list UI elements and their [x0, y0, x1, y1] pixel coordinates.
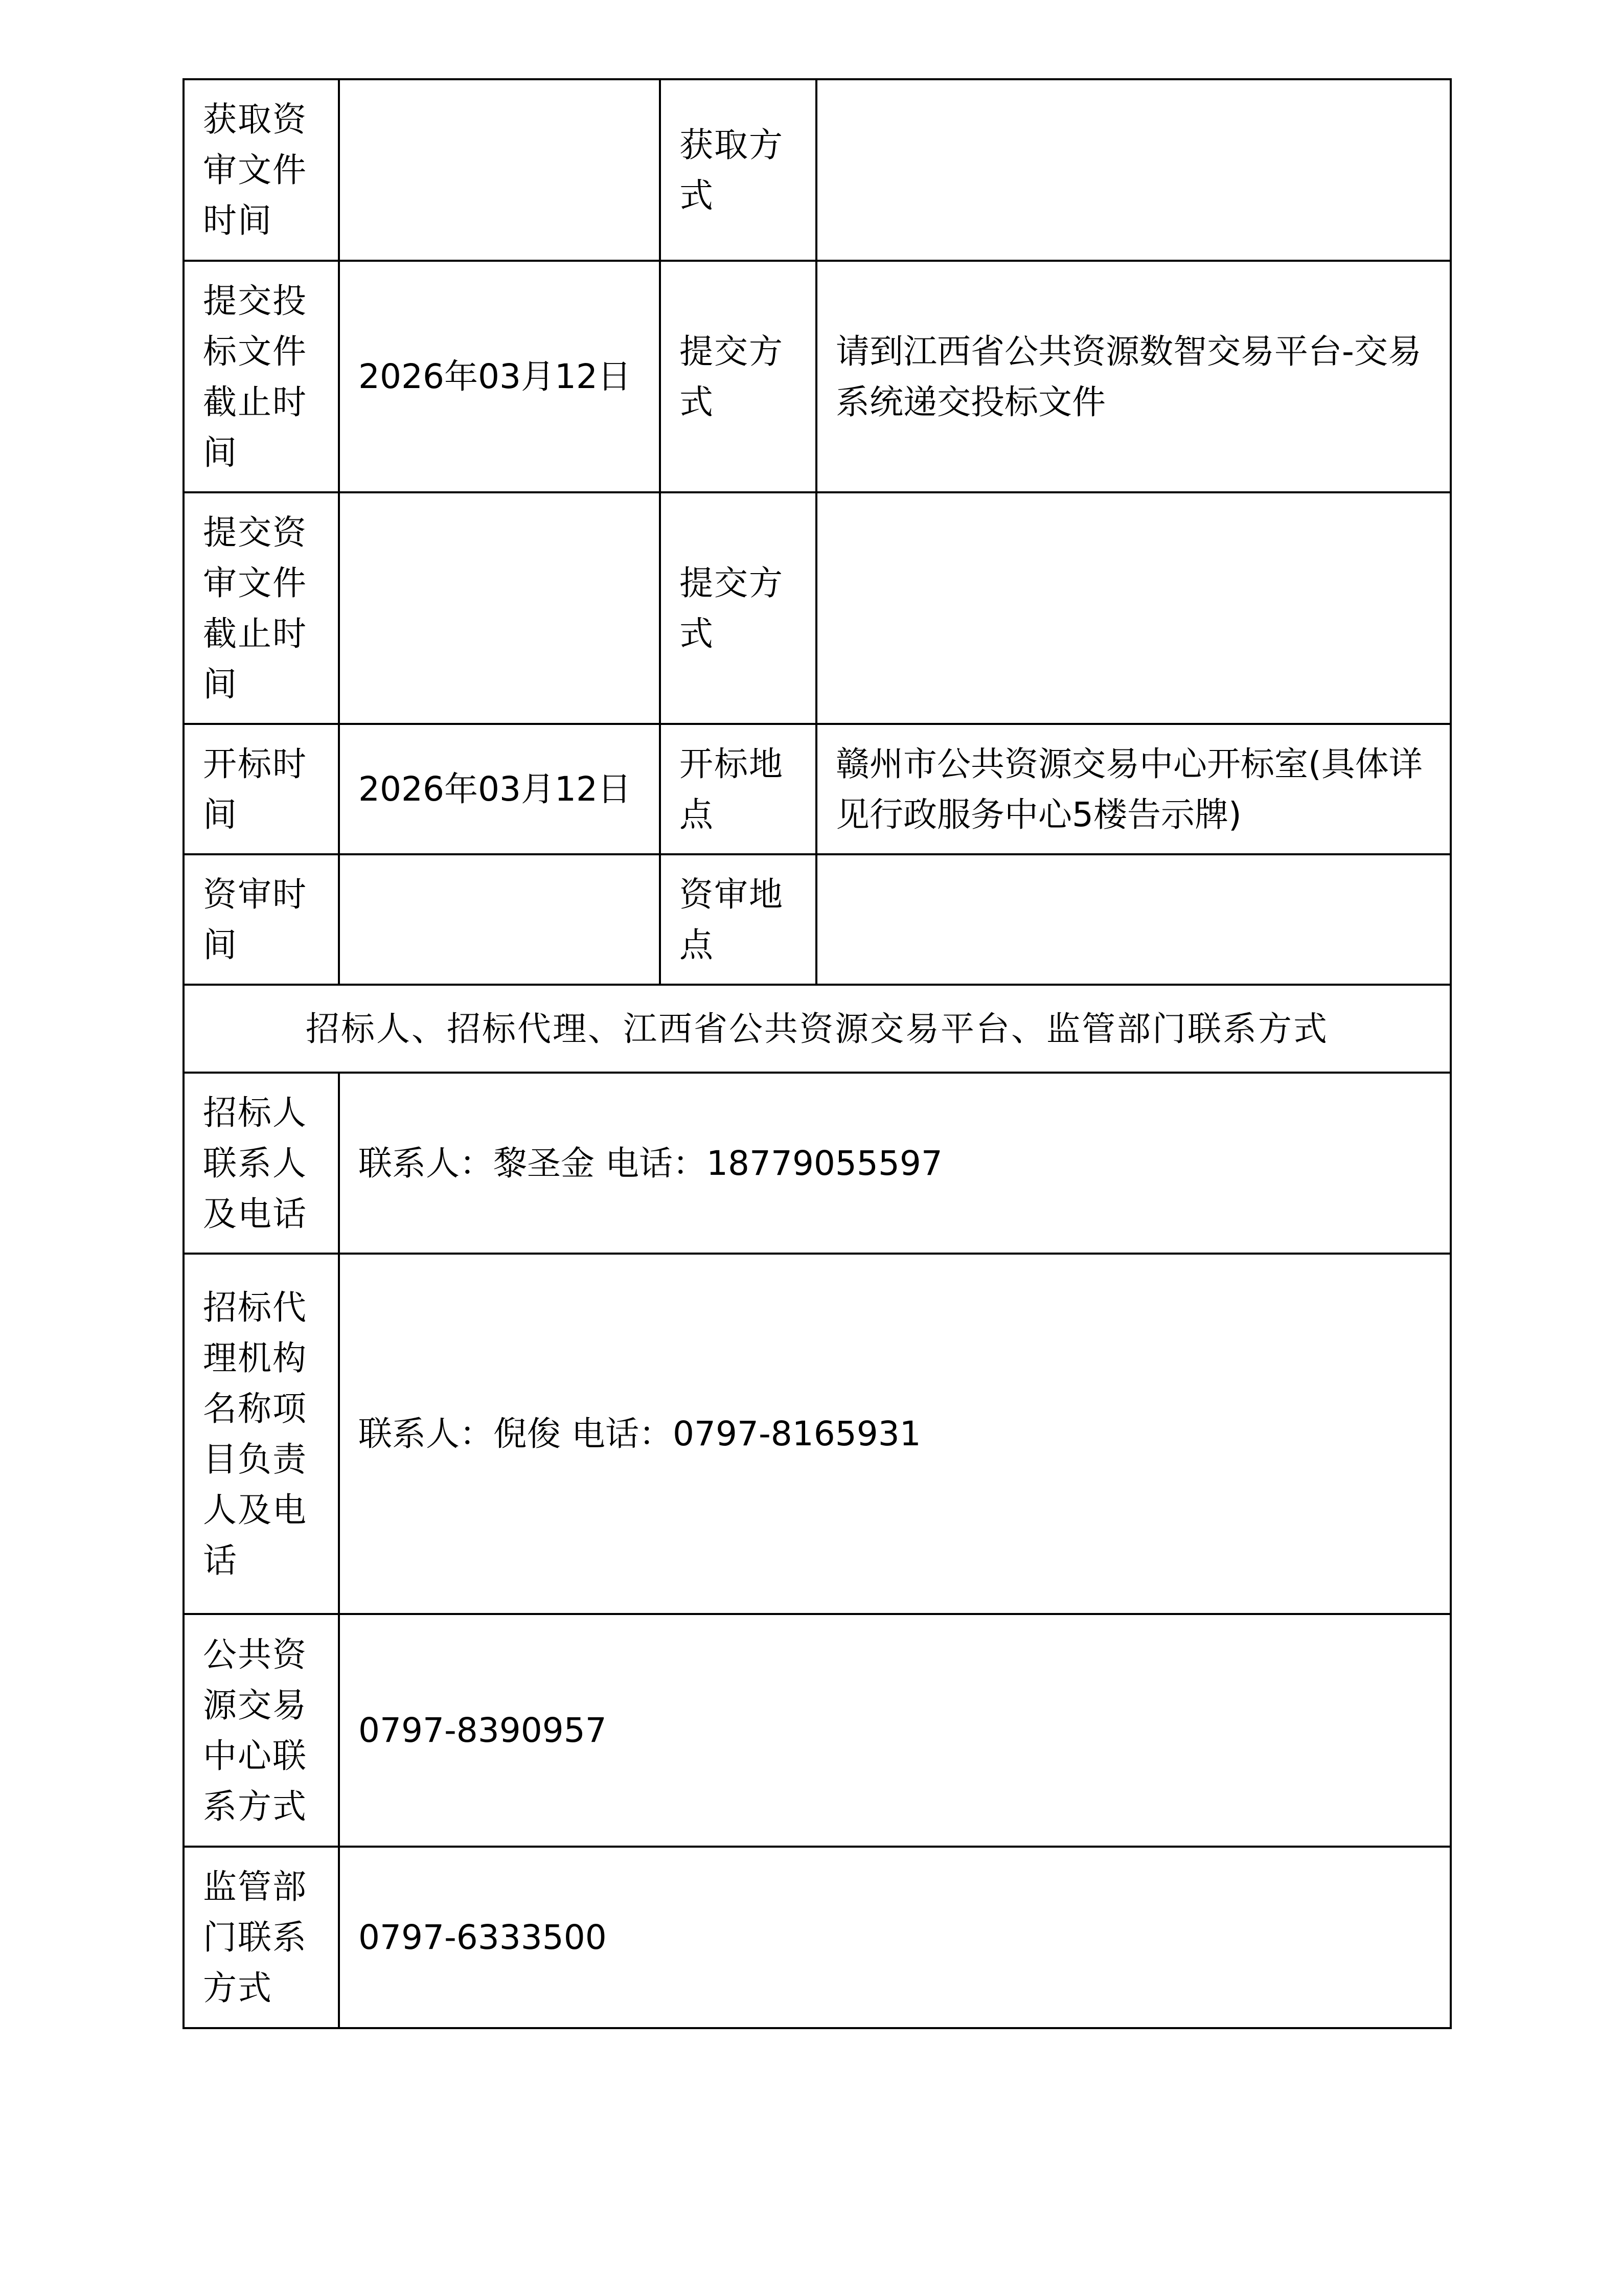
table-row — [184, 854, 1451, 985]
supervision-contact-value: 0797-6333500 — [339, 1847, 1451, 2028]
bid-deadline-label: 提交投标文件截止时间 — [184, 261, 339, 492]
tenderer-contact-value: 联系人：黎圣金 电话：18779055597 — [339, 1073, 1451, 1254]
prequal-place-label: 资审地点 — [660, 854, 816, 985]
prequal-submit-method-label: 提交方式 — [660, 492, 816, 724]
trading-center-contact-value: 0797-8390957 — [339, 1614, 1451, 1847]
prequal-time-label: 资审时间 — [184, 854, 339, 985]
bid-opening-place-value: 赣州市公共资源交易中心开标室(具体详见行政服务中心5楼告示牌) — [816, 724, 1451, 854]
table-row — [184, 1254, 1451, 1614]
tenderer-contact-label: 招标人联系人及电话 — [184, 1073, 339, 1254]
prequal-deadline-label: 提交资审文件截止时间 — [184, 492, 339, 724]
bid-opening-place-label: 开标地点 — [660, 724, 816, 854]
table-row — [184, 79, 1451, 261]
bid-deadline-value: 2026年03月12日 — [339, 261, 660, 492]
bid-opening-time-label: 开标时间 — [184, 724, 339, 854]
prequal-submit-method-value — [816, 492, 1451, 724]
table-row — [184, 724, 1451, 854]
prequal-place-value — [816, 854, 1451, 985]
table-row — [184, 985, 1451, 1073]
agency-contact-label: 招标代理机构名称项目负责人及电话 — [184, 1254, 339, 1614]
supervision-contact-label: 监管部门联系方式 — [184, 1847, 339, 2028]
bid-submit-method-label: 提交方式 — [660, 261, 816, 492]
contact-section-title: 招标人、招标代理、江西省公共资源交易平台、监管部门联系方式 — [184, 985, 1451, 1073]
prequal-deadline-value — [339, 492, 660, 724]
prequal-time-value — [339, 854, 660, 985]
agency-contact-value: 联系人：倪俊 电话：0797-8165931 — [339, 1254, 1451, 1614]
table-row — [184, 1614, 1451, 1847]
table-row — [184, 1073, 1451, 1254]
obtain-method-label: 获取方式 — [660, 79, 816, 261]
bid-submit-method-value: 请到江西省公共资源数智交易平台-交易系统递交投标文件 — [816, 261, 1451, 492]
obtain-method-value — [816, 79, 1451, 261]
bid-opening-time-value: 2026年03月12日 — [339, 724, 660, 854]
table-row — [184, 1847, 1451, 2028]
prequal-doc-time-label: 获取资审文件时间 — [184, 79, 339, 261]
tender-info-table — [182, 78, 1452, 2029]
trading-center-contact-label: 公共资源交易中心联系方式 — [184, 1614, 339, 1847]
table-row — [184, 492, 1451, 724]
prequal-doc-time-value — [339, 79, 660, 261]
table-row — [184, 261, 1451, 492]
